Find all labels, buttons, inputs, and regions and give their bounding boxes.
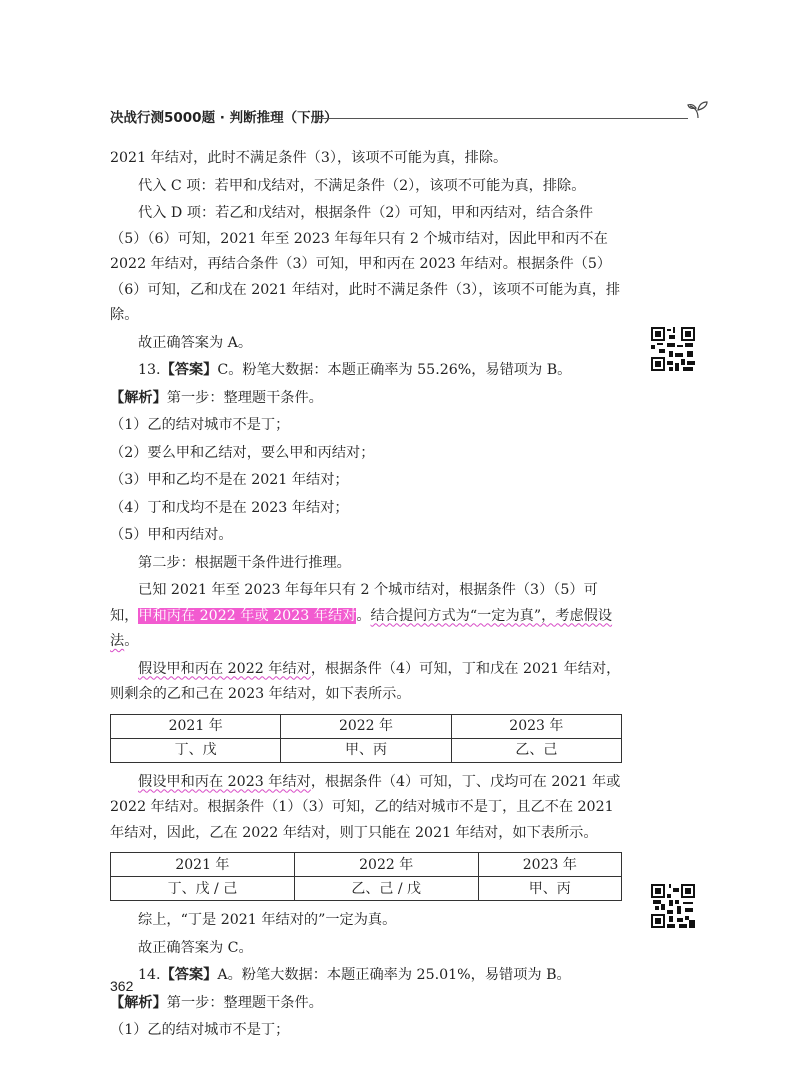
analysis-text: 第一步：整理题干条件。 — [166, 389, 323, 406]
condition-item: （4）丁和戊均不是在 2023 年结对； — [110, 499, 349, 516]
step-two: 第二步：根据题干条件进行推理。 — [138, 554, 351, 571]
table-cell: 2023 年 — [451, 714, 621, 738]
table-cell: 甲、丙 — [281, 738, 451, 762]
condition-item: （2）要么甲和乙结对，要么甲和丙结对； — [110, 444, 375, 461]
table-header-row — [111, 853, 622, 877]
reasoning-paragraph — [110, 578, 622, 655]
question-13-answer — [110, 358, 622, 384]
wavy-underlined-text: 结合提问方式为“一定为真”，考虑假设法 — [110, 607, 613, 649]
question-13-analysis — [110, 386, 622, 412]
condition-item: （1）乙的结对城市不是丁； — [110, 1022, 290, 1038]
table-cell: 乙、己 — [451, 738, 621, 762]
reasoning-text: 已知 2021 年至 2023 年每年只有 2 个城市结对，根据条件（3）（5）可知， — [110, 582, 598, 624]
paragraph: 代入 C 项：若甲和戊结对，不满足条件（2），该项不可能为真，排除。 — [138, 177, 586, 194]
paragraph: 代入 D 项：若乙和戊结对，根据条件（2）可知，甲和丙结对，结合条件（5）（6）可知，2021 年至 2023 年每年只有 2 个城市结对，因此甲和丙不在 2022 年结对，再结合条件（3）可知，甲和丙在 2023 年结对。根据条件（5）（6）可知，乙和戊在 2021 年结对，此时不满足条件（3），该项不可能为真，排除。 — [110, 205, 621, 323]
table-one — [110, 714, 622, 763]
summary: 综上，“丁是 2021 年结对的”一定为真。 — [138, 912, 397, 928]
question-14-answer — [110, 963, 622, 989]
paragraph: 2021 年结对，此时不满足条件（3），该项不可能为真，排除。 — [110, 150, 508, 166]
answer-text: A。粉笔大数据：本题正确率为 25.01%，易错项为 B。 — [217, 967, 571, 983]
table-header-row — [111, 714, 622, 738]
final-answer: 故正确答案为 C。 — [138, 939, 253, 956]
page-number: 362 — [110, 978, 134, 994]
sprout-icon — [686, 96, 710, 120]
highlighted-text: 甲和丙在 2022 年或 2023 年结对 — [138, 607, 357, 624]
answer-text: C。粉笔大数据：本题正确率为 55.26%，易错项为 B。 — [217, 362, 572, 378]
qr-code-icon[interactable] — [651, 327, 695, 371]
answer-tag: 【答案】 — [160, 362, 218, 378]
table-cell: 甲、丙 — [478, 877, 621, 901]
answer-tag: 【答案】 — [160, 967, 218, 983]
reasoning-text: 。 — [124, 633, 139, 649]
case-text: ，根据条件（4）可知，丁和戊在 2021 年结对，则剩余的乙和己在 2023 年结对，如下表所示。 — [110, 660, 621, 702]
table-cell: 乙、己 / 戊 — [294, 877, 478, 901]
question-number: 14. — [138, 967, 161, 983]
qr-code-icon[interactable] — [651, 884, 695, 928]
table-cell: 2023 年 — [478, 853, 621, 877]
table-cell: 2022 年 — [281, 714, 451, 738]
wavy-underlined-text: 假设甲和丙在 2023 年结对 — [138, 773, 311, 790]
header-rule — [316, 118, 688, 119]
table-cell: 丁、戊 / 己 — [111, 877, 295, 901]
paragraph: 故正确答案为 A。 — [138, 334, 253, 351]
table-cell: 2022 年 — [294, 853, 478, 877]
analysis-tag: 【解析】 — [110, 389, 167, 406]
case-two-paragraph — [110, 770, 622, 847]
case-text: ，根据条件（4）可知，丁、戊均可在 2021 年或 2022 年结对。根据条件（1）（3）可知，乙的结对城市不是丁，且乙不在 2021 年结对，因此，乙在 2022 年结对，则丁只能在 2021 年结对，如下表所示。 — [110, 773, 621, 841]
table-cell: 丁、戊 — [111, 738, 281, 762]
condition-item: （5）甲和丙结对。 — [110, 527, 233, 543]
wavy-underlined-text: 假设甲和丙在 2022 年结对 — [138, 660, 311, 677]
table-row — [111, 877, 622, 901]
table-row — [111, 738, 622, 762]
case-one-paragraph — [110, 657, 622, 708]
analysis-text: 第一步：整理题干条件。 — [166, 994, 323, 1011]
table-two — [110, 852, 622, 901]
reasoning-text: 。 — [356, 607, 371, 624]
page-content — [110, 146, 622, 1044]
header-title: 决战行测5000题 · 判断推理（下册） — [110, 110, 338, 126]
page-header — [110, 102, 710, 130]
table-cell: 2021 年 — [111, 853, 295, 877]
question-number: 13. — [138, 362, 161, 378]
table-cell: 2021 年 — [111, 714, 281, 738]
question-14-analysis — [110, 991, 622, 1017]
analysis-tag: 【解析】 — [110, 994, 167, 1011]
condition-item: （3）甲和乙均不是在 2021 年结对； — [110, 472, 349, 488]
condition-item: （1）乙的结对城市不是丁； — [110, 417, 290, 433]
